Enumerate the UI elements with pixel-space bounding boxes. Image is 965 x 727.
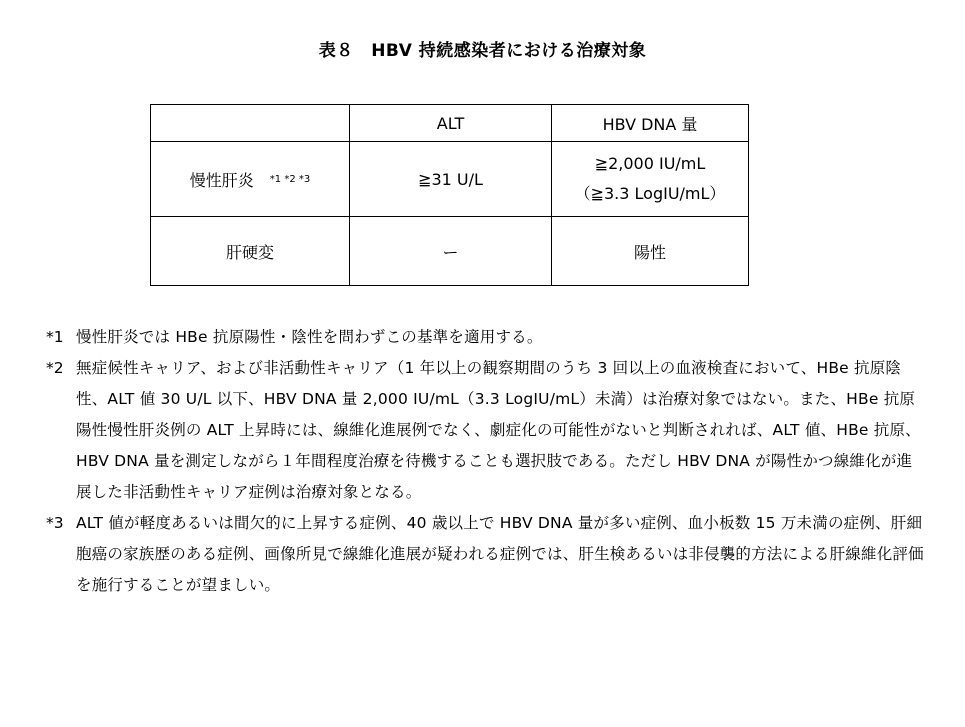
footnote-mark: *1 — [46, 328, 64, 346]
table-row — [151, 217, 749, 286]
header-cell-alt: ALT — [350, 105, 552, 142]
footnote-text: 無症候性キャリア、および非活動性キャリア（1 年以上の観察期間のうち 3 回以上の血液検査において、HBe 抗原陰性、ALT 値 30 U/L 以下、HBV DNA 量 2,000 IU/mL（3.3 LogIU/mL）未満）は治療対象ではない。また、HBe 抗原陽性慢性肝炎例の ALT 上昇時には、線維化進展例でなく、劇症化の可能性がないと判断されれば、ALT 値、HBe 抗原、HBV DNA 量を測定しながら１年間程度治療を待機することも選択肢である。ただし HBV DNA が陽性かつ線維化が進展した非活動性キャリア症例は治療対象となる。 — [76, 359, 921, 501]
footnote-mark: *3 — [46, 514, 64, 532]
table-header-row — [151, 105, 749, 142]
row-label-footnote-marks: *1 *2 *3 — [269, 173, 311, 185]
alt-value-cell: ー — [350, 217, 552, 286]
row-label-chronic-hepatitis: 慢性肝炎 — [189, 170, 254, 190]
row-label-cirrhosis: 肝硬変 — [151, 217, 350, 286]
alt-value-cell: ≧31 U/L — [350, 142, 552, 217]
footnote-1 — [46, 322, 926, 353]
header-cell-empty — [151, 105, 350, 142]
dna-value-cell: 陽性 — [552, 217, 749, 286]
footnote-mark: *2 — [46, 359, 64, 377]
dna-value-line-1: ≧2,000 IU/mL — [594, 154, 706, 173]
header-cell-hbv-dna: HBV DNA 量 — [552, 105, 749, 142]
footnote-3 — [46, 508, 926, 601]
dna-value-cell — [552, 142, 749, 217]
footnote-text: ALT 値が軽度あるいは間欠的に上昇する症例、40 歳以上で HBV DNA 量が多い症例、血小板数 15 万未満の症例、肝細胞癌の家族歴のある症例、画像所見で線維化進展が疑われる症例では、肝生検あるいは非侵襲的方法による肝線維化評価を施行することが望ましい。 — [76, 514, 924, 594]
footnote-text: 慢性肝炎では HBe 抗原陽性・陰性を問わずこの基準を適用する。 — [76, 328, 543, 346]
table-row — [151, 142, 749, 217]
footnote-2 — [46, 353, 926, 508]
page-title: 表８ HBV 持続感染者における治療対象 — [318, 41, 647, 61]
row-label-cell — [151, 142, 350, 217]
treatment-target-table — [150, 104, 749, 286]
footnotes — [46, 322, 926, 601]
dna-value-line-2: （≧3.3 LogIU/mL） — [574, 184, 726, 203]
